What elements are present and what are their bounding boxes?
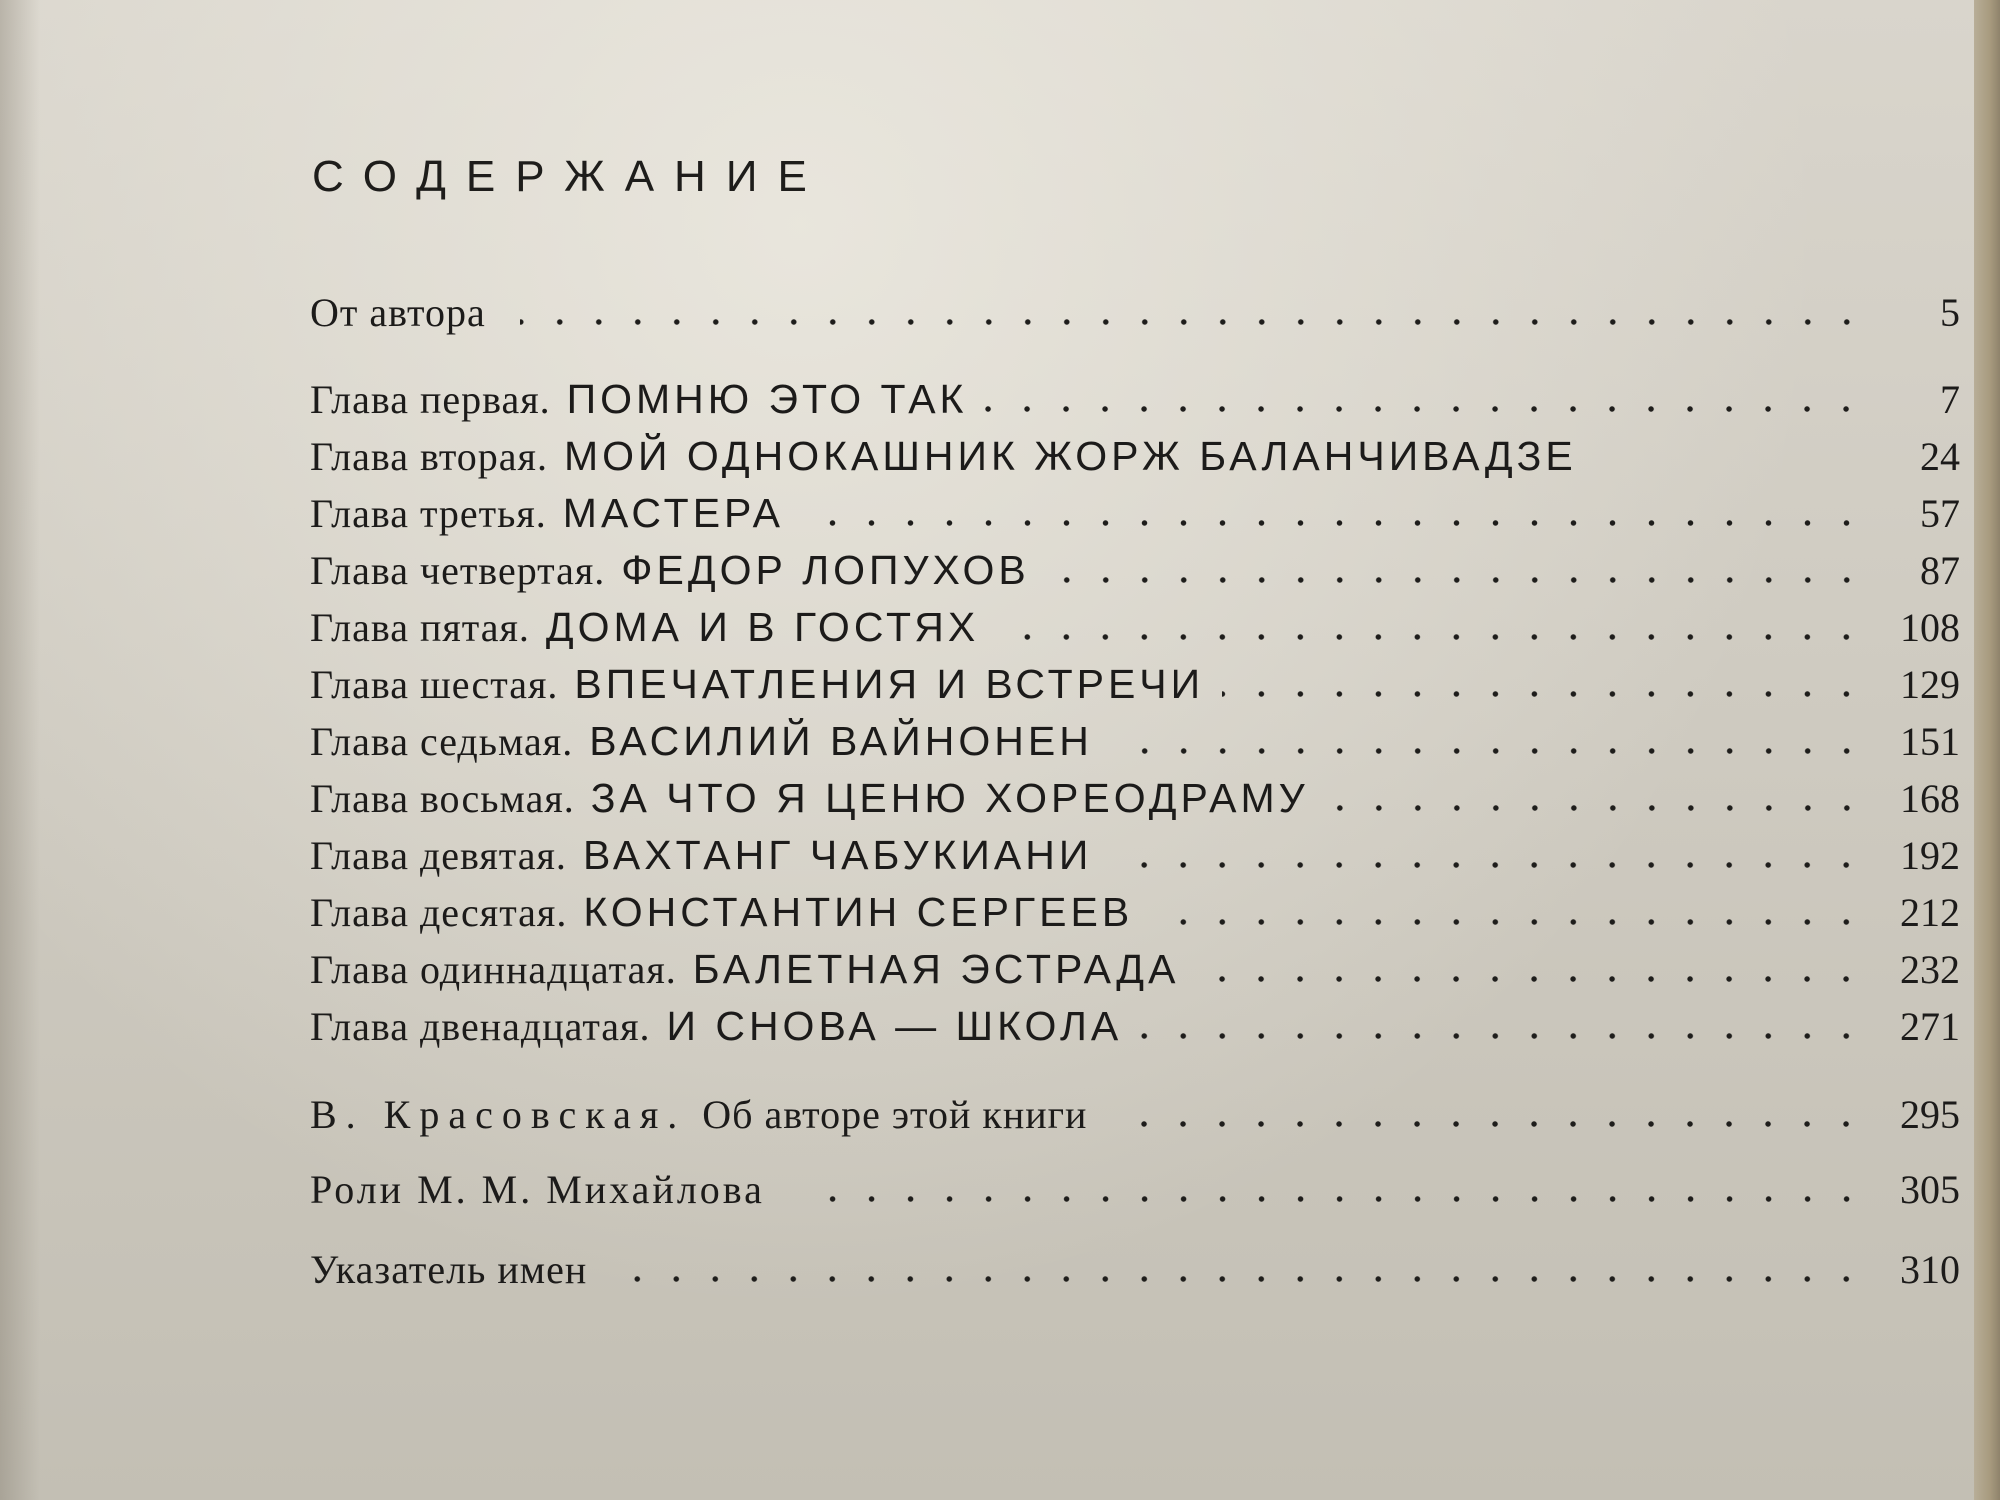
toc-entry-chapter-11 xyxy=(310,940,1960,990)
toc-entry-chapter-12 xyxy=(310,997,1960,1047)
chapter-label: Глава седьмая. xyxy=(310,719,574,764)
dot-leader xyxy=(802,520,1866,526)
chapter-label: Глава десятая. xyxy=(310,890,568,935)
chapter-label: Глава девятая. xyxy=(310,833,567,878)
page-number: 57 xyxy=(1920,491,1960,536)
chapter-label: Глава шестая. xyxy=(310,662,559,707)
toc-entry-chapter-10 xyxy=(310,883,1960,933)
chapter-title: ПОМНЮ ЭТО ТАК xyxy=(566,376,968,422)
chapter-label: Глава четвертая. xyxy=(310,548,606,593)
toc-entry-chapter-8 xyxy=(310,769,1960,819)
toc-entry-preface xyxy=(310,283,1960,333)
page-number: 108 xyxy=(1900,605,1960,650)
chapter-title: ВПЕЧАТЛЕНИЯ И ВСТРЕЧИ xyxy=(574,661,1205,707)
page-number: 7 xyxy=(1940,377,1960,422)
dot-leader xyxy=(997,634,1866,640)
toc-entry-chapter-2 xyxy=(310,427,1960,477)
chapter-title: КОНСТАНТИН СЕРГЕЕВ xyxy=(583,889,1134,935)
page-number: 310 xyxy=(1900,1247,1960,1292)
page-number: 192 xyxy=(1900,833,1960,878)
toc-entry-chapter-7 xyxy=(310,712,1960,762)
dot-leader xyxy=(1151,919,1866,925)
entry-label: Указатель имен xyxy=(310,1247,588,1292)
afterword-author: В. Красовская. xyxy=(310,1092,687,1137)
chapter-title: БАЛЕТНАЯ ЭСТРАДА xyxy=(692,946,1180,992)
afterword-title: Об авторе этой книги xyxy=(702,1092,1088,1137)
chapter-title: ВАСИЛИЙ ВАЙНОНЕН xyxy=(589,718,1093,764)
dot-leader xyxy=(1222,691,1866,697)
page-shadow xyxy=(0,0,40,1500)
chapter-title: МАСТЕРА xyxy=(562,490,784,536)
page-number: 305 xyxy=(1900,1167,1960,1212)
chapter-label: Глава первая. xyxy=(310,377,551,422)
page-number: 212 xyxy=(1900,890,1960,935)
dot-leader xyxy=(1110,862,1866,868)
dot-leader xyxy=(1327,805,1866,811)
chapter-label: Глава пятая. xyxy=(310,605,530,650)
toc-entry-chapter-6 xyxy=(310,655,1960,705)
page-number: 295 xyxy=(1900,1092,1960,1137)
toc-entry-chapter-1 xyxy=(310,370,1960,420)
chapter-label: Глава третья. xyxy=(310,491,547,536)
chapter-title: И СНОВА — ШКОЛА xyxy=(666,1003,1123,1049)
page-number: 5 xyxy=(1940,290,1960,335)
dot-leader xyxy=(799,1196,1866,1202)
page-edge xyxy=(1974,0,2000,1500)
toc-entry-chapter-4 xyxy=(310,541,1960,591)
toc-entry-index xyxy=(310,1240,1960,1290)
toc-entry-afterword xyxy=(310,1085,1960,1135)
dot-leader xyxy=(1197,976,1866,982)
chapter-label: Глава одиннадцатая. xyxy=(310,947,677,992)
chapter-label: Глава вторая. xyxy=(310,434,548,479)
dot-leader xyxy=(520,319,1866,325)
chapter-title: ДОМА И В ГОСТЯХ xyxy=(545,604,980,650)
chapter-title: ВАХТАНГ ЧАБУКИАНИ xyxy=(582,832,1093,878)
toc-title: СОДЕРЖАНИЕ xyxy=(312,152,827,201)
dot-leader xyxy=(1048,577,1866,583)
toc-entry-roles xyxy=(310,1160,1960,1210)
toc-entry-chapter-5 xyxy=(310,598,1960,648)
page-number: 232 xyxy=(1900,947,1960,992)
chapter-title: МОЙ ОДНОКАШНИК ЖОРЖ БАЛАНЧИВАДЗЕ xyxy=(563,433,1577,479)
dot-leader xyxy=(985,406,1866,412)
chapter-label: Глава двенадцатая. xyxy=(310,1004,651,1049)
entry-label: От автора xyxy=(310,290,486,335)
dot-leader xyxy=(1121,1121,1866,1127)
toc-entry-chapter-9 xyxy=(310,826,1960,876)
page-number: 87 xyxy=(1920,548,1960,593)
chapter-title: ЗА ЧТО Я ЦЕНЮ ХОРЕОДРАМУ xyxy=(590,775,1309,821)
dot-leader xyxy=(1595,463,1866,469)
dot-leader xyxy=(1140,1033,1866,1039)
page-number: 271 xyxy=(1900,1004,1960,1049)
toc-entry-chapter-3 xyxy=(310,484,1960,534)
chapter-label: Глава восьмая. xyxy=(310,776,575,821)
dot-leader xyxy=(621,1276,1866,1282)
dot-leader xyxy=(1111,748,1866,754)
page-number: 129 xyxy=(1900,662,1960,707)
page-number: 168 xyxy=(1900,776,1960,821)
chapter-title: ФЕДОР ЛОПУХОВ xyxy=(621,547,1030,593)
entry-label: Роли М. М. Михайлова xyxy=(310,1167,765,1212)
page-number: 24 xyxy=(1920,434,1960,479)
page-number: 151 xyxy=(1900,719,1960,764)
